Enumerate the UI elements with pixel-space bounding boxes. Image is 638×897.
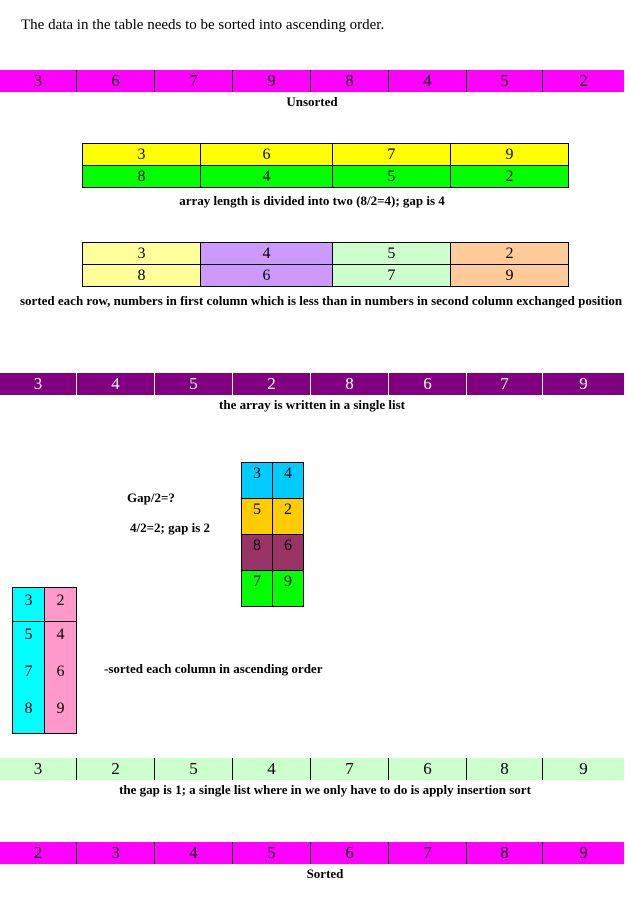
table-row	[83, 144, 569, 166]
table-cell: 9	[450, 265, 568, 287]
table-cell: 4	[201, 166, 333, 188]
table-cell: 3	[13, 588, 45, 622]
table-cell: 8	[83, 166, 201, 188]
table-cell: 9	[450, 144, 568, 166]
gap-answer: 4/2=2; gap is 2	[130, 520, 210, 535]
table-cell: 2	[450, 166, 568, 188]
array-cell: 3	[77, 842, 155, 864]
sorted-columns-caption: -sorted each column in ascending order	[104, 661, 323, 676]
table-cell: 5	[13, 622, 45, 660]
array-cell: 5	[233, 842, 311, 864]
table-row	[13, 696, 77, 734]
table-row	[13, 588, 77, 622]
table-cell: 2	[273, 499, 304, 535]
table-row	[83, 265, 569, 287]
array-cell: 9	[579, 374, 588, 393]
array-cell: 8	[311, 70, 389, 92]
gap2-table	[241, 462, 304, 607]
table-row	[242, 499, 304, 535]
array-cell: 2	[0, 842, 77, 864]
array-cell: 5	[155, 373, 233, 395]
table-cell: 2	[450, 243, 568, 265]
table-cell: 2	[45, 588, 77, 622]
sorted-rows-caption: sorted each row, numbers in first column which is less than in numbers in second column exchanged position	[20, 293, 623, 308]
gap4-table	[82, 143, 569, 188]
array-cell: 8	[311, 373, 389, 395]
array-cell: 7	[311, 758, 389, 780]
table-row	[13, 622, 77, 660]
table-cell: 7	[242, 571, 273, 607]
array-cell: 4	[389, 70, 467, 92]
array-cell: 8	[467, 758, 543, 780]
table-cell: 5	[332, 243, 450, 265]
array-cell: 7	[467, 373, 543, 395]
array-cell: 9	[579, 759, 588, 778]
table-cell: 7	[13, 659, 45, 696]
single-list-array	[0, 373, 624, 395]
gap4-caption: array length is divided into two (8/2=4); gap is 4	[179, 193, 445, 208]
table-cell: 8	[242, 535, 273, 571]
table-cell: 4	[273, 463, 304, 499]
array-cell: 2	[77, 758, 155, 780]
table-cell: 5	[332, 166, 450, 188]
table-cell: 8	[13, 696, 45, 734]
array-cell: 4	[233, 758, 311, 780]
table-row	[242, 535, 304, 571]
table-row	[242, 571, 304, 607]
array-cell: 6	[311, 842, 389, 864]
array-cell: 3	[0, 373, 77, 395]
sorted-columns-table	[12, 587, 77, 734]
table-cell: 5	[242, 499, 273, 535]
table-row	[242, 463, 304, 499]
array-cell: 6	[389, 758, 467, 780]
table-cell: 3	[83, 243, 201, 265]
sorted-rows-table	[82, 242, 569, 287]
array-cell: 3	[0, 70, 77, 92]
array-cell: 3	[0, 758, 77, 780]
table-cell: 6	[201, 265, 333, 287]
table-cell: 9	[273, 571, 304, 607]
array-cell: 2	[579, 71, 588, 90]
table-cell: 4	[45, 622, 77, 660]
array-cell: 5	[155, 758, 233, 780]
table-cell: 7	[332, 144, 450, 166]
sorted-label: Sorted	[306, 866, 344, 881]
array-cell: 2	[233, 373, 311, 395]
table-cell: 6	[273, 535, 304, 571]
table-cell: 7	[332, 265, 450, 287]
array-cell: 6	[77, 70, 155, 92]
table-cell: 6	[201, 144, 333, 166]
table-cell: 9	[45, 696, 77, 734]
unsorted-array	[0, 70, 624, 92]
array-cell: 4	[77, 373, 155, 395]
array-cell: 7	[389, 842, 467, 864]
intro-text: The data in the table needs to be sorted into ascending order.	[21, 17, 385, 33]
single-list-label: the array is written in a single list	[219, 397, 405, 412]
table-cell: 6	[45, 659, 77, 696]
table-cell: 4	[201, 243, 333, 265]
array-cell: 6	[389, 373, 467, 395]
table-row	[83, 243, 569, 265]
unsorted-label: Unsorted	[286, 94, 338, 109]
array-cell: 4	[155, 842, 233, 864]
table-row	[83, 166, 569, 188]
table-cell: 8	[83, 265, 201, 287]
table-cell: 3	[242, 463, 273, 499]
array-cell: 9	[579, 843, 588, 862]
array-cell: 5	[467, 70, 543, 92]
array-cell: 8	[467, 842, 543, 864]
gap1-label: the gap is 1; a single list where in we only have to do is apply insertion sort	[119, 782, 531, 797]
gap-question: Gap/2=?	[127, 490, 175, 505]
sorted-array	[0, 842, 624, 864]
table-cell: 3	[83, 144, 201, 166]
array-cell: 7	[155, 70, 233, 92]
array-cell: 9	[233, 70, 311, 92]
table-row	[13, 659, 77, 696]
gap1-array	[0, 758, 624, 780]
